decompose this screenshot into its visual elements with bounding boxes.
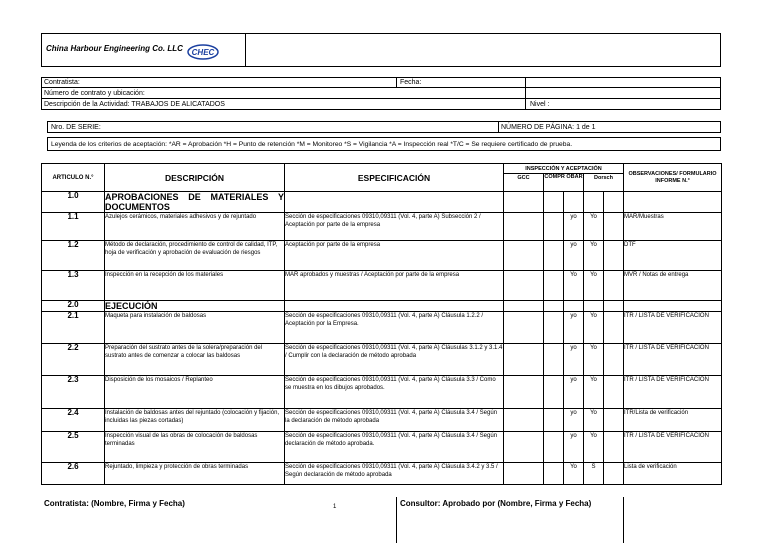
row-description: Disposición de los mosaicos / Replanteo	[105, 376, 285, 409]
row-dorsch: Yo	[584, 376, 604, 409]
row-number: 1.0	[42, 192, 105, 213]
date-label: Fecha:	[400, 79, 422, 86]
row-description: Método de declaración, procedimiento de control de calidad, ITP, hoja de verificación y aprobación de evaluación de riesgos	[105, 241, 285, 271]
row-number: 2.3	[42, 376, 105, 409]
row-description: Rejuntado, limpieza y protección de obras terminadas	[105, 463, 285, 485]
row-dorsch: Yo	[584, 271, 604, 301]
info-divider-4	[498, 121, 499, 133]
activity-description: Descripción de la Actividad: TRABAJOS DE ALICATADOS	[44, 101, 225, 108]
logo-text: CHEC	[191, 48, 215, 57]
row-compr: yo	[564, 432, 584, 463]
row-compr: Yo	[564, 463, 584, 485]
row-observations: DTF	[624, 241, 722, 271]
row-compr: yo	[564, 213, 584, 241]
row-compr: yo	[564, 241, 584, 271]
row-description: APROBACIONES DE MATERIALES Y DOCUMENTOS	[105, 192, 284, 212]
contract-location-label: Número de contrato y ubicación:	[44, 90, 145, 97]
contractor-label: Contratista:	[44, 79, 80, 86]
row-number: 1.1	[42, 213, 105, 241]
page-number: 1	[333, 504, 337, 510]
table-row	[42, 344, 722, 376]
table-row	[42, 432, 722, 463]
row-compr: Yo	[564, 271, 584, 301]
row-observations: ITR / LISTA DE VERIFICACIÓN	[624, 344, 722, 376]
row-dorsch: Yo	[584, 432, 604, 463]
col-specification: ESPECIFICACIÓN	[285, 164, 504, 192]
col-article: ARTICULO N.°	[42, 164, 105, 192]
table-row	[42, 241, 722, 271]
acceptance-legend: Leyenda de los criterios de aceptación: *AR = Aprobación *H = Punto de retención *M = Monitoreo *S = Vigilancia *A = Inspección real *T/C = Se requiere certificado de prueba.	[51, 141, 573, 148]
row-specification: Sección de especificaciones 09310,09311 (Vol. 4, parte A) Cláusula 3.4 / Según la declaración de método aprobada	[285, 409, 504, 432]
company-name: China Harbour Engineering Co. LLC	[46, 44, 183, 53]
row-dorsch: Yo	[584, 241, 604, 271]
row-compr: yo	[564, 409, 584, 432]
table-row	[42, 301, 722, 312]
row-specification: Sección de especificaciones 09310,09311 (Vol. 4, parte A) Subsección 2 / Aceptación por parte de la empresa	[285, 213, 504, 241]
inspection-table	[41, 163, 722, 485]
row-dorsch: Yo	[584, 312, 604, 344]
row-dorsch: Yo	[584, 344, 604, 376]
row-number: 2.2	[42, 344, 105, 376]
footer-divider	[396, 497, 397, 543]
row-description: Instalación de baldosas antes del rejuntado (colocación y fijación, incluidas las piezas cortadas)	[105, 409, 285, 432]
table-row	[42, 271, 722, 301]
row-description: Azulejos cerámicos, materiales adhesivos y de rejuntado	[105, 213, 285, 241]
company-logo	[186, 38, 220, 60]
row-number: 1.3	[42, 271, 105, 301]
col-description: DESCRIPCIÓN	[105, 164, 285, 192]
row-observations: Lista de verificación	[624, 463, 722, 485]
row-number: 2.6	[42, 463, 105, 485]
row-description: EJECUCIÓN	[105, 301, 285, 312]
row-dorsch: S	[584, 463, 604, 485]
row-specification: Sección de especificaciones 09310,09311 (Vol. 4, parte A) Cláusula 1.2.2 / Aceptación por la Empresa.	[285, 312, 504, 344]
row-specification: Sección de especificaciones 09310,09311 (Vol. 4, parte A) Cláusulas 3.1.2 y 3.1.4 / Cumplir con la declaración de método aprobada	[285, 344, 504, 376]
row-compr: yo	[564, 376, 584, 409]
table-row	[42, 312, 722, 344]
col-inspection: INSPECCIÓN Y ACEPTACIÓN	[504, 164, 624, 174]
header-divider	[245, 33, 246, 67]
row-number: 2.0	[42, 301, 105, 312]
serial-label: Nro. DE SERIE:	[51, 124, 101, 131]
row-description: Inspección visual de las obras de colocación de baldosas terminadas	[105, 432, 285, 463]
level-label: Nivel :	[530, 101, 550, 108]
row-number: 2.4	[42, 409, 105, 432]
row-specification: Aceptación por parte de la empresa	[285, 241, 504, 271]
row-number: 1.2	[42, 241, 105, 271]
col-gcc: GCC	[504, 174, 544, 192]
info-divider-3	[525, 98, 526, 110]
table-row	[42, 463, 722, 485]
row-observations: MVR / Notas de entrega	[624, 271, 722, 301]
footer-divider-right	[623, 497, 624, 543]
contractor-signature-label: Contratista: (Nombre, Firma y Fecha)	[44, 499, 185, 508]
row-specification: Sección de especificaciones 09310,09311 (Vol. 4, parte A) Cláusula 3.3 / Como se muestra en los dibujos aprobados.	[285, 376, 504, 409]
row-observations: ITR / LISTA DE VERIFICACIÓN	[624, 312, 722, 344]
row-compr: yo	[564, 312, 584, 344]
consultant-signature-label: Consultor: Aprobado por (Nombre, Firma y Fecha)	[400, 499, 592, 508]
row-number: 2.5	[42, 432, 105, 463]
row-dorsch: Yo	[584, 213, 604, 241]
row-compr: yo	[564, 344, 584, 376]
col-observations: OBSERVACIONES/ FORMULARIO INFORME N.°	[624, 164, 722, 192]
row-number: 2.1	[42, 312, 105, 344]
page-count: NÚMERO DE PÁGINA: 1 de 1	[501, 124, 596, 131]
row-description: Inspección en la recepción de los materiales	[105, 271, 285, 301]
row-description: Maqueta para instalación de baldosas	[105, 312, 285, 344]
table-row	[42, 192, 722, 213]
row-observations: ITR / LISTA DE VERIFICACIÓN	[624, 376, 722, 409]
col-dorsch: Dorsch	[584, 174, 624, 192]
row-specification: MAR aprobados y muestras / Aceptación por parte de la empresa	[285, 271, 504, 301]
table-row	[42, 213, 722, 241]
table-row	[42, 376, 722, 409]
row-specification: Sección de especificaciones 09310,09311 (Vol. 4, parte A) Cláusula 3.4 / Según declaración de método aprobada.	[285, 432, 504, 463]
row-observations: ITR / LISTA DE VERIFICACIÓN	[624, 432, 722, 463]
row-dorsch: Yo	[584, 409, 604, 432]
info-row-serial	[47, 121, 721, 133]
row-description: Preparación del sustrato antes de la solera/preparación del sustrato antes de comenzar a colocar las baldosas	[105, 344, 285, 376]
row-specification: Sección de especificaciones 09310,09311 (Vol. 4, parte A) Cláusula 3.4.2 y 3.5 / Según declaración de método aprobada	[285, 463, 504, 485]
table-row	[42, 409, 722, 432]
row-observations: MAR/Muestras	[624, 213, 722, 241]
row-observations: ITR/Lista de verificación	[624, 409, 722, 432]
col-compr: COMPR OBAR	[544, 174, 584, 192]
